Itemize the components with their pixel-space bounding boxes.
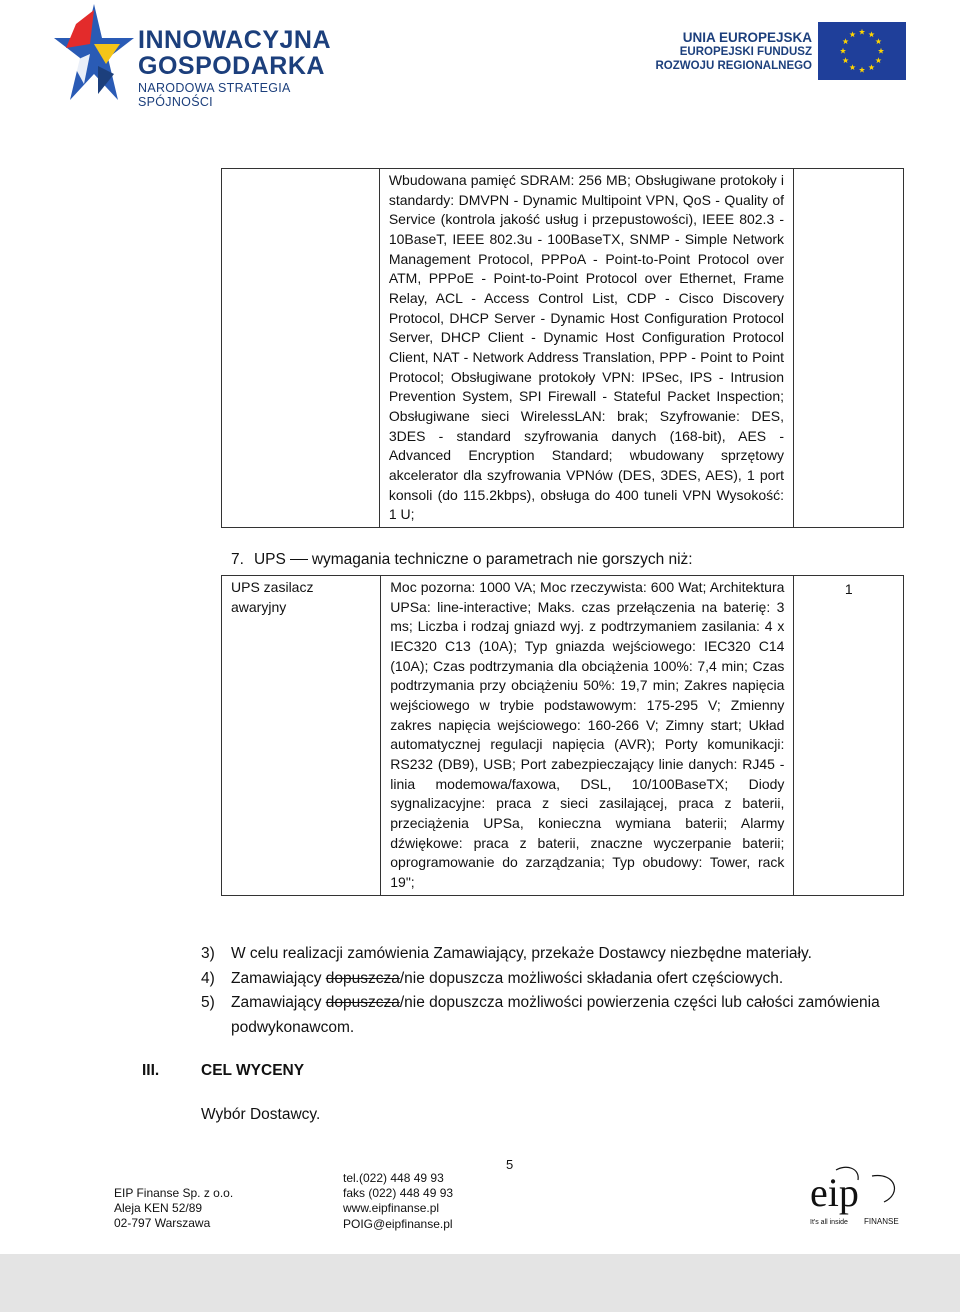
page-number: 5	[506, 1157, 514, 1172]
struck-word: dopuszcza	[325, 969, 400, 987]
list-item	[201, 991, 906, 1040]
footer-company: EIP Finanse Sp. z o.o.	[114, 1186, 234, 1200]
logo-main-text: eip	[810, 1170, 859, 1215]
list-text: Zamawiający	[231, 994, 326, 1012]
list-number: 3)	[201, 945, 215, 962]
eip-finanse-logo	[806, 1166, 904, 1228]
list-number: 4)	[201, 969, 215, 987]
spec-table-router	[221, 168, 904, 528]
footer-street: Aleja KEN 52/89	[114, 1201, 203, 1216]
table-cell-name: UPS zasilacz awaryjny	[222, 576, 381, 896]
table-cell-name	[222, 169, 380, 528]
eu-flag-icon	[818, 22, 906, 80]
table-cell-qty: 1	[794, 576, 904, 896]
footer-phone: tel.(022) 448 49 93	[343, 1171, 444, 1185]
eu-logo-line-1: UNIA EUROPEJSKA	[682, 30, 812, 45]
logo-word: FINANSE	[864, 1217, 899, 1226]
logo-line-1: INNOWACYJNA	[138, 26, 332, 54]
section-body: Wybór Dostawcy.	[201, 1106, 321, 1123]
list-text: W celu realizacji zamówienia Zamawiający, przekaże Dostawcy niezbędne materiały.	[231, 945, 812, 962]
list-text: Zamawiający	[231, 969, 326, 987]
spec-table-ups	[221, 575, 904, 896]
footer-city: 02-797 Warszawa	[114, 1216, 211, 1231]
footer-bar	[0, 1254, 960, 1312]
footer-address	[114, 1186, 233, 1232]
list-item	[201, 967, 906, 992]
table-row	[222, 576, 904, 896]
section-title: CEL WYCENY	[201, 1062, 305, 1079]
logo-line-2: GOSPODARKA	[138, 52, 325, 80]
section-number: 7.	[231, 551, 244, 568]
eu-logo-text	[655, 30, 812, 73]
table-row	[222, 169, 904, 528]
table-cell-spec	[381, 576, 794, 896]
spec-text: Wbudowana pamięć SDRAM: 256 MB; Obsługiwane protokoły i standardy: DMVPN - Dynamic Multipoint VPN, QoS - Quality of Service (kontrola jakość usług i przepustowości), IEEE 802.3 - 10BaseT, IEEE 802.3u - 100BaseTX, SNMP - Simple Network Management Protocol, PPPoA - Point-to-Point Protocol over ATM, PPPoE - Point-to-Point Protocol over Ethernet, Frame Relay, ACL - Access Control List, CDP - Cisco Discovery Protocol, DHCP Server - Dynamic Host Configuration Protocol Server, DHCP Client - Dynamic Host Configuration Protocol Client, NAT - Network Address Translation, PPP - Point to Point Protocol; Obsługiwane protokoły VPN: IPSec, IPS - Intrusion Prevention System, SPI Firewall - Stateful Packet Inspection; Obsługiwane sieci WirelessLAN: brak; Szyfrowanie: DES, 3DES - standard szyfrowania danych (168-bit), AES - Advanced Encryption Standard; wbudowany sprzętowy akcelerator dla szyfrowania VPNów (DES, 3DES, AES), 1 port konsoli (do 115.2kbps), obsługa do 400 tuneli VPN Wysokość: 1 U;	[388, 172, 785, 523]
section-7-heading	[231, 551, 693, 569]
footer-contact	[343, 1171, 453, 1232]
star-logo-icon	[54, 4, 134, 100]
eu-logo-line-3: ROZWOJU REGIONALNEGO	[655, 60, 812, 72]
footer-website-link[interactable]: www.eipfinanse.pl	[343, 1201, 440, 1216]
innowacyjna-gospodarka-logo	[54, 4, 354, 109]
footer-fax: faks (022) 448 49 93	[343, 1186, 454, 1201]
eu-logo	[646, 22, 906, 82]
numbered-list	[201, 942, 906, 1040]
list-text-rest: /nie dopuszcza możliwości składania ofert częściowych.	[399, 969, 784, 987]
spec-text: Moc pozorna: 1000 VA; Moc rzeczywista: 600 Wat; Architektura UPSa: line-interactive; Maks. czas przełączenia na baterię: 3 ms; Liczba i rodzaj gniazd wyj. z podtrzymaniem zasilania: 4 x IEC320 C13 (10A); Typ gniazda wejściowego: IEC320 C14 (10A); Czas podtrzymania dla obciążenia 100%: 7,4 min; Czas podtrzymania przy obciążeniu 50%: 19,7 min; Zakres napięcia wejściowego w trybie podstawowym: 175-295 V; Zmienny zakres napięcia wejściowego: 160-266 V; Zimny start; Układ automatycznej regulacji napięcia (AVR); Porty komunikacji: RS232 (DB9), USB; Port zabezpieczający linie danych: RJ45 - linia modemowa/faxowa, DSL, 10/100BaseTX; Diody sygnalizacyjne: praca z sieci zasilającej, praca z baterii, przeciążenia UPSa, konieczna wymiana baterii; Alarmy dźwiękowe: praca z baterii, znaczne wyczerpanie baterii; oprogramowanie do zarządzania; Typ obudowy: Tower, rack 19";	[390, 579, 785, 890]
logo-tagline: It's all inside	[810, 1219, 848, 1226]
logo-line-3: NARODOWA STRATEGIA SPÓJNOŚCI	[138, 81, 290, 109]
list-item	[201, 942, 906, 967]
list-number: 5)	[201, 994, 215, 1012]
footer-email-link[interactable]: POIG@eipfinanse.pl	[343, 1216, 453, 1231]
section-roman-number: III.	[142, 1062, 160, 1079]
section-description: wymagania techniczne o parametrach nie gorszych niż:	[311, 551, 693, 568]
dash-separator	[290, 559, 308, 560]
eu-logo-line-2: EUROPEJSKI FUNDUSZ	[679, 46, 812, 58]
table-cell-spec	[379, 169, 793, 528]
section-item-name: UPS	[253, 551, 286, 568]
struck-word: dopuszcza	[325, 994, 400, 1012]
table-cell-qty	[794, 169, 904, 528]
list-text-rest: /nie dopuszcza możliwości powierzenia części lub całości zamówienia podwykonawcom.	[231, 994, 880, 1036]
